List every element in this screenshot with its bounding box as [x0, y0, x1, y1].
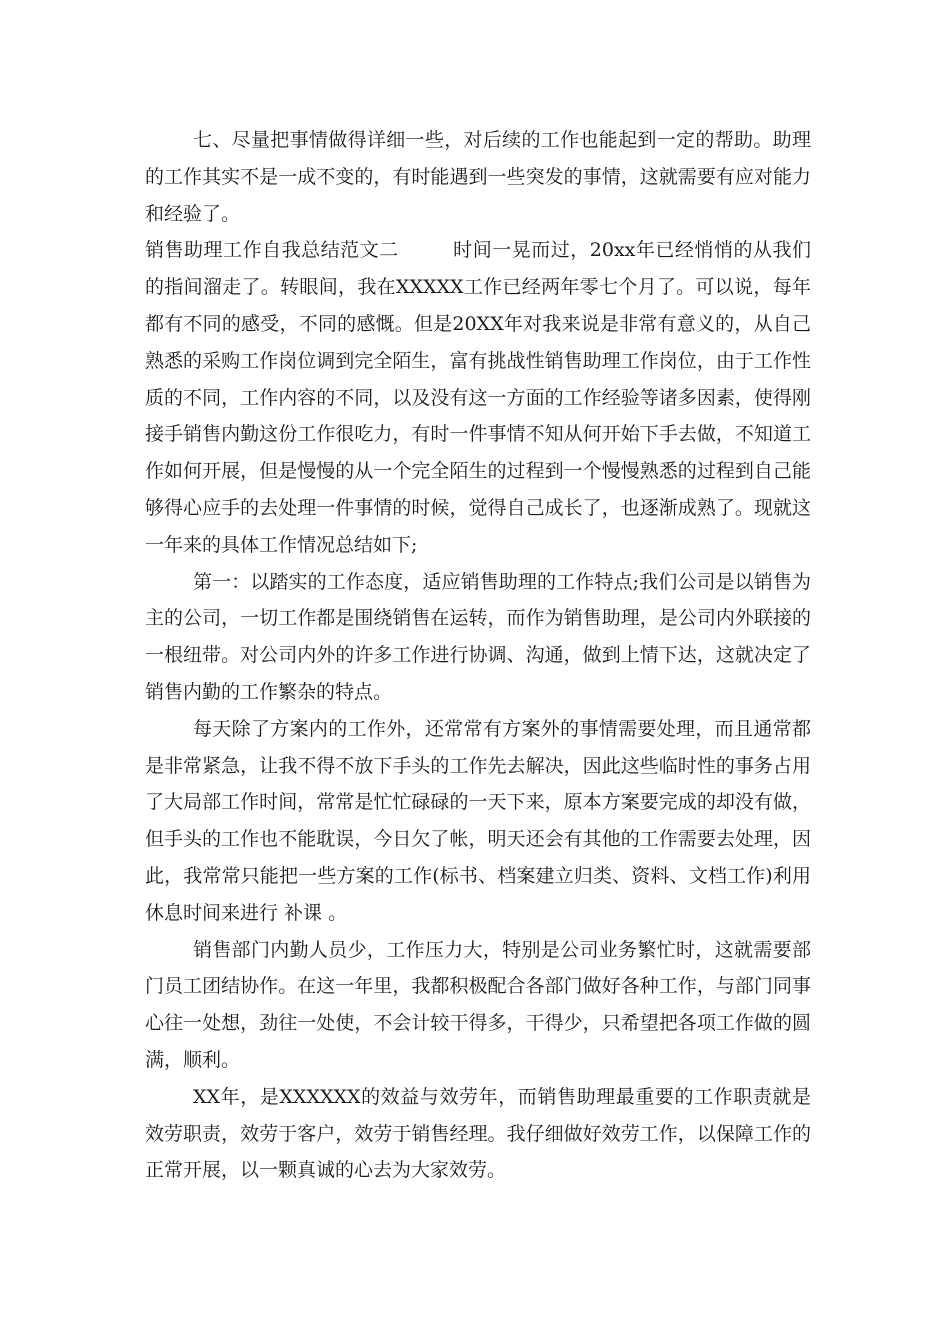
paragraph-daily-work: 每天除了方案内的工作外，还常常有方案外的事情需要处理，而且通常都是非常紧急，让我不得不放下手头的工作先去解决，因此这些临时性的事务占用了大局部工作时间，常常是忙忙碌碌的一天下来，原本方案要完成的却没有做，但手头的工作也不能耽误，今日欠了帐，明天还会有其他的工作需要去处理，因此，我常常只能把一些方案的工作(标书、档案建立归类、资料、文档工作)利用休息时间来进行 补课 。	[145, 717, 811, 924]
paragraph-teamwork: 销售部门内勤人员少，工作压力大，特别是公司业务繁忙时，这就需要部门员工团结协作。在这一年里，我都积极配合各部门做好各种工作，与部门同事心往一处想，劲往一处使，不会计较干得多，干得少，只希望把各项工作做的圆满，顺利。	[145, 938, 811, 1071]
paragraph-first-point: 第一：以踏实的工作态度，适应销售助理的工作特点;我们公司是以销售为主的公司，一切工作都是围绕销售在运转，而作为销售助理，是公司内外联接的一根纽带。对公司内外的许多工作进行协调、沟通，做到上情下达，这就决定了销售内勤的工作繁杂的特点。	[145, 570, 811, 703]
section-intro-text: 时间一晃而过，20xx年已经悄悄的从我们的指间溜走了。转眼间，我在XXXXX工作已经两年零七个月了。可以说，每年都有不同的感受，不同的感慨。但是20XX年对我来说是非常有意义的，从自己熟悉的采购工作岗位调到完全陌生，富有挑战性销售助理工作岗位，由于工作性质的不同，工作内容的不同，以及没有这一方面的工作经验等诸多因素，使得刚接手销售内勤这份工作很吃力，有时一件事情不知从何开始下手去做，不知道工作如何开展，但是慢慢的从一个完全陌生的过程到一个慢慢熟悉的过程到自己能够得心应手的去处理一件事情的时候，觉得自己成长了，也逐渐成熟了。现就这一年来的具体工作情况总结如下;	[145, 239, 811, 556]
paragraph-item-seven: 七、尽量把事情做得详细一些，对后续的工作也能起到一定的帮助。助理的工作其实不是一成不变的，有时能遇到一些突发的事情，这就需要有应对能力和经验了。	[145, 129, 811, 225]
document-body	[145, 122, 811, 1189]
section-heading: 销售助理工作自我总结范文二	[145, 239, 399, 262]
paragraph-service: XX年，是XXXXXX的效益与效劳年，而销售助理最重要的工作职责就是效劳职责，效劳于客户，效劳于销售经理。我仔细做好效劳工作，以保障工作的正常开展，以一颗真诚的心去为大家效劳。	[145, 1085, 811, 1182]
paragraph-summary-two	[145, 232, 811, 563]
